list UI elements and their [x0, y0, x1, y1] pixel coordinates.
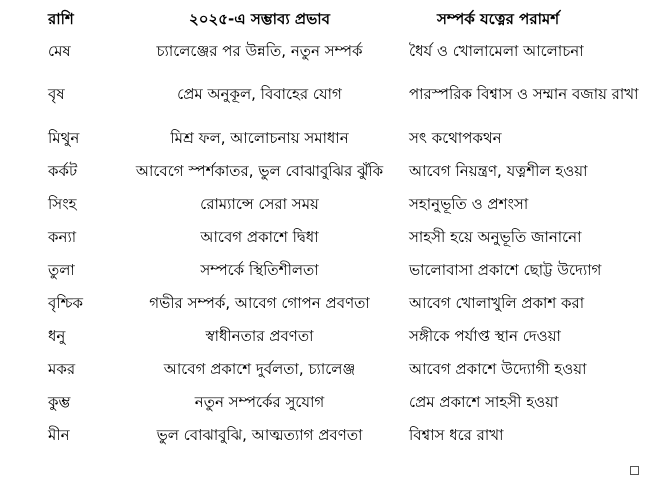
cell-effect: সম্পর্কে স্থিতিশীলতা	[200, 260, 319, 279]
cell-advice: প্রেম প্রকাশে সাহসী হওয়া	[409, 392, 559, 411]
header-effect: ২০২৫-এ সম্ভাব্য প্রভাব	[189, 10, 330, 28]
table-row	[28, 121, 648, 154]
header-advice: সম্পর্ক যত্নের পরামর্শ	[437, 10, 560, 28]
table-header	[28, 4, 648, 34]
cell-effect: চ্যালেঞ্জের পর উন্নতি, নতুন সম্পর্ক	[156, 41, 363, 60]
cell-sign: মকর	[48, 359, 76, 378]
table-row	[28, 67, 648, 121]
cell-advice: আবেগ খোলাখুলি প্রকাশ করা	[409, 293, 585, 312]
cell-effect: রোম্যান্সে সেরা সময়	[200, 194, 319, 213]
cell-advice: সৎ কথোপকথন	[409, 128, 502, 147]
cell-effect: আবেগে স্পর্শকাতর, ভুল বোঝাবুঝির ঝুঁকি	[135, 161, 384, 180]
cell-sign: মেষ	[48, 41, 71, 60]
cell-advice: পারস্পরিক বিশ্বাস ও সম্মান বজায় রাখা	[409, 85, 639, 103]
table-resize-handle[interactable]	[630, 466, 639, 475]
table-row	[28, 352, 648, 385]
cell-sign: ধনু	[48, 326, 66, 345]
cell-advice: বিশ্বাস ধরে রাখা	[409, 425, 504, 444]
header-sign: রাশি	[48, 10, 74, 28]
cell-advice: ধৈর্য ও খোলামেলা আলোচনা	[409, 41, 584, 60]
cell-sign: মীন	[48, 425, 70, 444]
cell-sign: সিংহ	[48, 194, 77, 213]
table-row	[28, 418, 648, 451]
cell-effect: গভীর সম্পর্ক, আবেগ গোপন প্রবণতা	[149, 293, 370, 312]
cell-effect: আবেগ প্রকাশে দুর্বলতা, চ্যালেঞ্জ	[163, 359, 356, 378]
table-row	[28, 286, 648, 319]
cell-advice: আবেগ প্রকাশে উদ্যোগী হওয়া	[409, 359, 587, 378]
cell-effect: নতুন সম্পর্কের সুযোগ	[194, 392, 325, 411]
zodiac-relationship-table	[28, 4, 648, 451]
cell-sign: মিথুন	[48, 128, 80, 147]
cell-sign: বৃশ্চিক	[48, 293, 84, 312]
table-row	[28, 253, 648, 286]
cell-effect: প্রেম অনুকূল, বিবাহের যোগ	[177, 85, 342, 103]
table-row	[28, 319, 648, 352]
cell-sign: কর্কট	[48, 161, 78, 180]
cell-sign: কুম্ভ	[48, 392, 71, 411]
cell-advice: সাহসী হয়ে অনুভূতি জানানো	[409, 227, 582, 246]
cell-effect: ভুল বোঝাবুঝি, আত্মত্যাগ প্রবণতা	[156, 425, 363, 444]
cell-sign: বৃষ	[48, 85, 65, 103]
table-row	[28, 34, 648, 67]
cell-effect: স্বাধীনতার প্রবণতা	[205, 326, 314, 345]
cell-effect: আবেগ প্রকাশে দ্বিধা	[200, 227, 319, 246]
table-row	[28, 385, 648, 418]
table-row	[28, 154, 648, 187]
cell-advice: ভালোবাসা প্রকাশে ছোট্ট উদ্যোগ	[409, 260, 602, 279]
table-row	[28, 187, 648, 220]
cell-effect: মিশ্র ফল, আলোচনায় সমাধান	[170, 128, 349, 147]
table-row	[28, 220, 648, 253]
cell-sign: কন্যা	[48, 227, 77, 246]
cell-advice: সঙ্গীকে পর্যাপ্ত স্থান দেওয়া	[409, 326, 561, 345]
table-body	[28, 34, 648, 451]
cell-advice: সহানুভূতি ও প্রশংসা	[409, 194, 529, 213]
cell-advice: আবেগ নিয়ন্ত্রণ, যত্নশীল হওয়া	[409, 161, 588, 180]
cell-sign: তুলা	[48, 260, 75, 279]
